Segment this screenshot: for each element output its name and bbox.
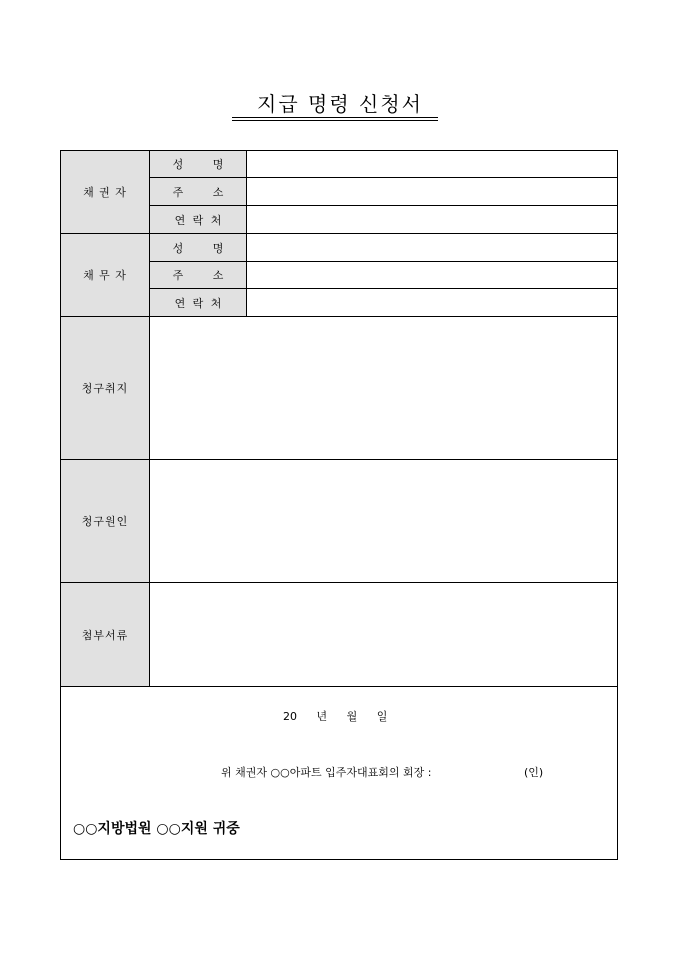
application-form-table (60, 150, 618, 860)
creditor-contact-label: 연 락 처 (150, 206, 247, 234)
debtor-name-label: 성 명 (150, 234, 247, 262)
signature-line: 위 채권자 ○○아파트 입주자대표회의 회장 : (221, 766, 432, 779)
debtor-contact-label: 연 락 처 (150, 289, 247, 317)
debtor-address-field[interactable] (247, 262, 618, 289)
claim-cause-label: 청구원인 (61, 460, 150, 583)
creditor-address-field[interactable] (247, 178, 618, 206)
seal-mark: (인) (524, 766, 544, 779)
creditor-name-field[interactable] (247, 151, 618, 178)
creditor-contact-field[interactable] (247, 206, 618, 234)
claim-cause-field[interactable] (150, 460, 618, 583)
attachments-label: 첨부서류 (61, 583, 150, 687)
date-day: 일 (376, 710, 388, 723)
court-addressee: ○○지방법원 ○○지원 귀중 (73, 821, 240, 837)
date-year: 년 (316, 710, 328, 723)
creditor-label: 채 권 자 (61, 151, 150, 234)
date-month: 월 (346, 710, 358, 723)
claim-purpose-field[interactable] (150, 317, 618, 460)
title-double-underline (232, 117, 438, 121)
debtor-label: 채 무 자 (61, 234, 150, 317)
creditor-address-label: 주 소 (150, 178, 247, 206)
debtor-name-field[interactable] (247, 234, 618, 262)
signature-block (61, 687, 618, 860)
debtor-address-label: 주 소 (150, 262, 247, 289)
attachments-field[interactable] (150, 583, 618, 687)
date-line (283, 708, 403, 724)
date-year-prefix: 20 (283, 710, 297, 723)
document-title: 지급 명령 신청서 (257, 92, 423, 116)
creditor-name-label: 성 명 (150, 151, 247, 178)
debtor-contact-field[interactable] (247, 289, 618, 317)
claim-purpose-label: 청구취지 (61, 317, 150, 460)
